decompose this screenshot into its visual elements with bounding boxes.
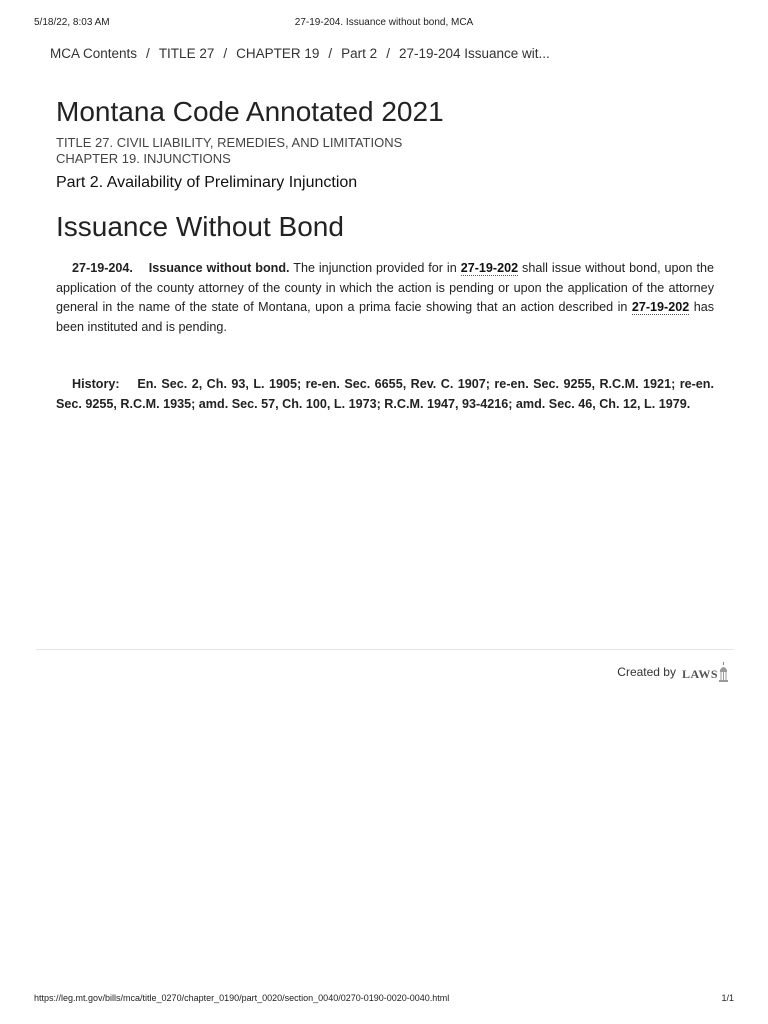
history-label: History: [72,377,120,391]
breadcrumb-separator: / [328,46,333,61]
print-footer [34,993,734,1007]
footer-divider [36,649,734,650]
print-header [34,17,734,31]
breadcrumb-chapter-19[interactable]: CHAPTER 19 [236,46,320,61]
capitol-dome-icon [719,662,728,682]
chapter-heading: CHAPTER 19. INJUNCTIONS [56,151,231,166]
section-catchline: Issuance without bond. [148,261,290,275]
cross-reference-link[interactable]: 27-19-202 [631,300,690,314]
print-date: 5/18/22, 8:03 AM [34,17,110,28]
laws-logo[interactable] [682,662,728,682]
main-content [56,94,714,427]
print-doc-title: 27-19-204. Issuance without bond, MCA [294,17,474,28]
breadcrumb-mca-contents[interactable]: MCA Contents [50,46,138,61]
breadcrumb-title-27[interactable]: TITLE 27 [158,46,215,61]
page-number: 1/1 [721,993,734,1003]
section-body [56,259,714,337]
breadcrumb-current-section: 27-19-204 Issuance wit... [398,46,550,61]
section-number: 27-19-204. [72,261,133,275]
code-title: Montana Code Annotated 2021 [56,96,444,127]
history-note [56,375,714,414]
print-url: https://leg.mt.gov/bills/mca/title_0270/chapter_0190/part_0020/section_0040/0270-0190-0020-0040.html [34,993,450,1003]
breadcrumb-separator: / [223,46,228,61]
breadcrumb [50,46,728,61]
created-by-credit [617,662,728,682]
cross-reference-link[interactable]: 27-19-202 [460,261,519,275]
breadcrumb-part-2[interactable]: Part 2 [341,46,378,61]
section-title: Issuance Without Bond [56,211,344,242]
section-text-part: has been instituted and is pending. [56,300,714,334]
laws-logo-text: LAWS [681,667,718,681]
breadcrumb-separator: / [146,46,150,61]
title-heading: TITLE 27. CIVIL LIABILITY, REMEDIES, AND LIMITATIONS [56,135,403,150]
section-text-part: The injunction provided for in [289,261,461,275]
created-by-label: Created by [617,665,676,679]
breadcrumb-separator: / [386,46,390,61]
section-text-part: shall issue without bond, upon the application of the county attorney of the county in which the action is pending or upon the application of the attorney general in the name of the state of Montana, upon a prima facie showing that an action described in [56,261,715,314]
part-heading: Part 2. Availability of Preliminary Injunction [56,174,358,191]
history-text: En. Sec. 2, Ch. 93, L. 1905; re-en. Sec. 6655, Rev. C. 1907; re-en. Sec. 9255, R.C.M. 1921; re-en. Sec. 9255, R.C.M. 1935; amd. Sec. 57, Ch. 100, L. 1973; R.C.M. 1947, 93-4216; amd. Sec. 46, Ch. 12, L. 1979. [56,377,714,411]
